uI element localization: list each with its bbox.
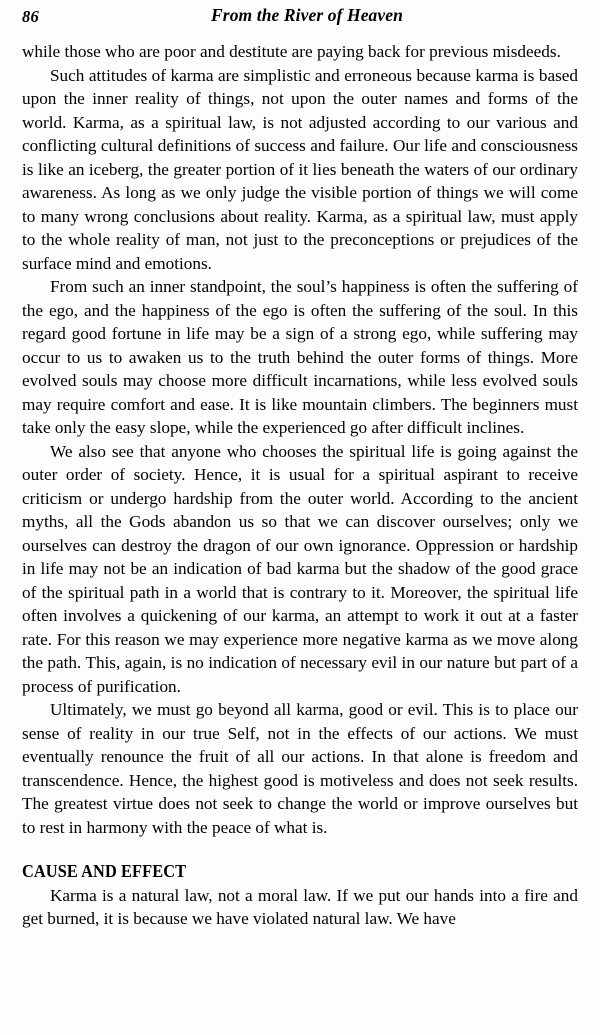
paragraph: We also see that anyone who chooses the spiritual life is going against the outer order of society. Hence, it is usual for a spiritual aspirant to receive criticism or undergo hardship from the outer world. According to the ancient myths, all the Gods abandon us so that we can discover ourselves; only we ourselves can destroy the dragon of our own ignorance. Oppression or hardship in life may not be an indication of bad karma but the shadow of the good grace of the spiritual path in a world that is contrary to it. Moreover, the spiritual life often involves a quickening of our karma, an attempt to work it out at a faster rate. For this reason we may experience more negative karma as we move along the path. This, again, is no indication of necessary evil in our nature but part of a process of purification.	[22, 441, 578, 696]
paragraph: Ultimately, we must go beyond all karma, good or evil. This is to place our sense of reality in our true Self, not in the effects of our actions. We must eventually renounce the fruit of all our actions. In that alone is freedom and transcendence. Hence, the highest good is motiveless and does not seek results. The greatest virtue does not seek to change the world or improve ourselves but to rest in harmony with the peace of what is.	[22, 700, 578, 837]
paragraph: Karma is a natural law, not a moral law. If we put our hands into a fire and get burned, it is because we have violated natural law. We have	[22, 885, 578, 928]
paragraph: Such attitudes of karma are simplistic and erroneous because karma is based upon the inner reality of things, not upon the outer names and forms of the world. Karma, as a spiritual law, is not adjusted according to our various and conflicting cultural definitions of success and failure. Our life and consciousness is like an iceberg, the greater portion of it lies beneath the waters of our ordinary awareness. As long as we only judge the visible portion of things we will come to many wrong conclusions about reality. Karma, as a spiritual law, must apply to the whole reality of man, not just to the preconceptions or prejudices of the surface mind and emotions.	[22, 65, 578, 273]
paragraph: From such an inner standpoint, the soul’s happiness is often the suffering of the ego, and the happiness of the ego is often the suffering of the soul. In this regard good fortune in life may be a sign of a strong ego, while suffering may occur to us to awaken us to the truth behind the outer forms of things. More evolved souls may choose more difficult incarnations, while less evolved souls may require comfort and ease. It is like mountain climbers. The beginners must take only the easy slope, while the experienced go after difficult inclines.	[22, 277, 578, 437]
running-head	[22, 0, 578, 34]
running-title: From the River of Heaven	[211, 5, 403, 25]
paragraph: while those who are poor and destitute are paying back for previous misdeeds.	[22, 42, 561, 61]
body-text-column	[22, 34, 578, 931]
heading-spacer	[22, 839, 578, 860]
section-heading: CAUSE AND EFFECT	[22, 861, 187, 881]
page-number: 86	[22, 7, 39, 26]
